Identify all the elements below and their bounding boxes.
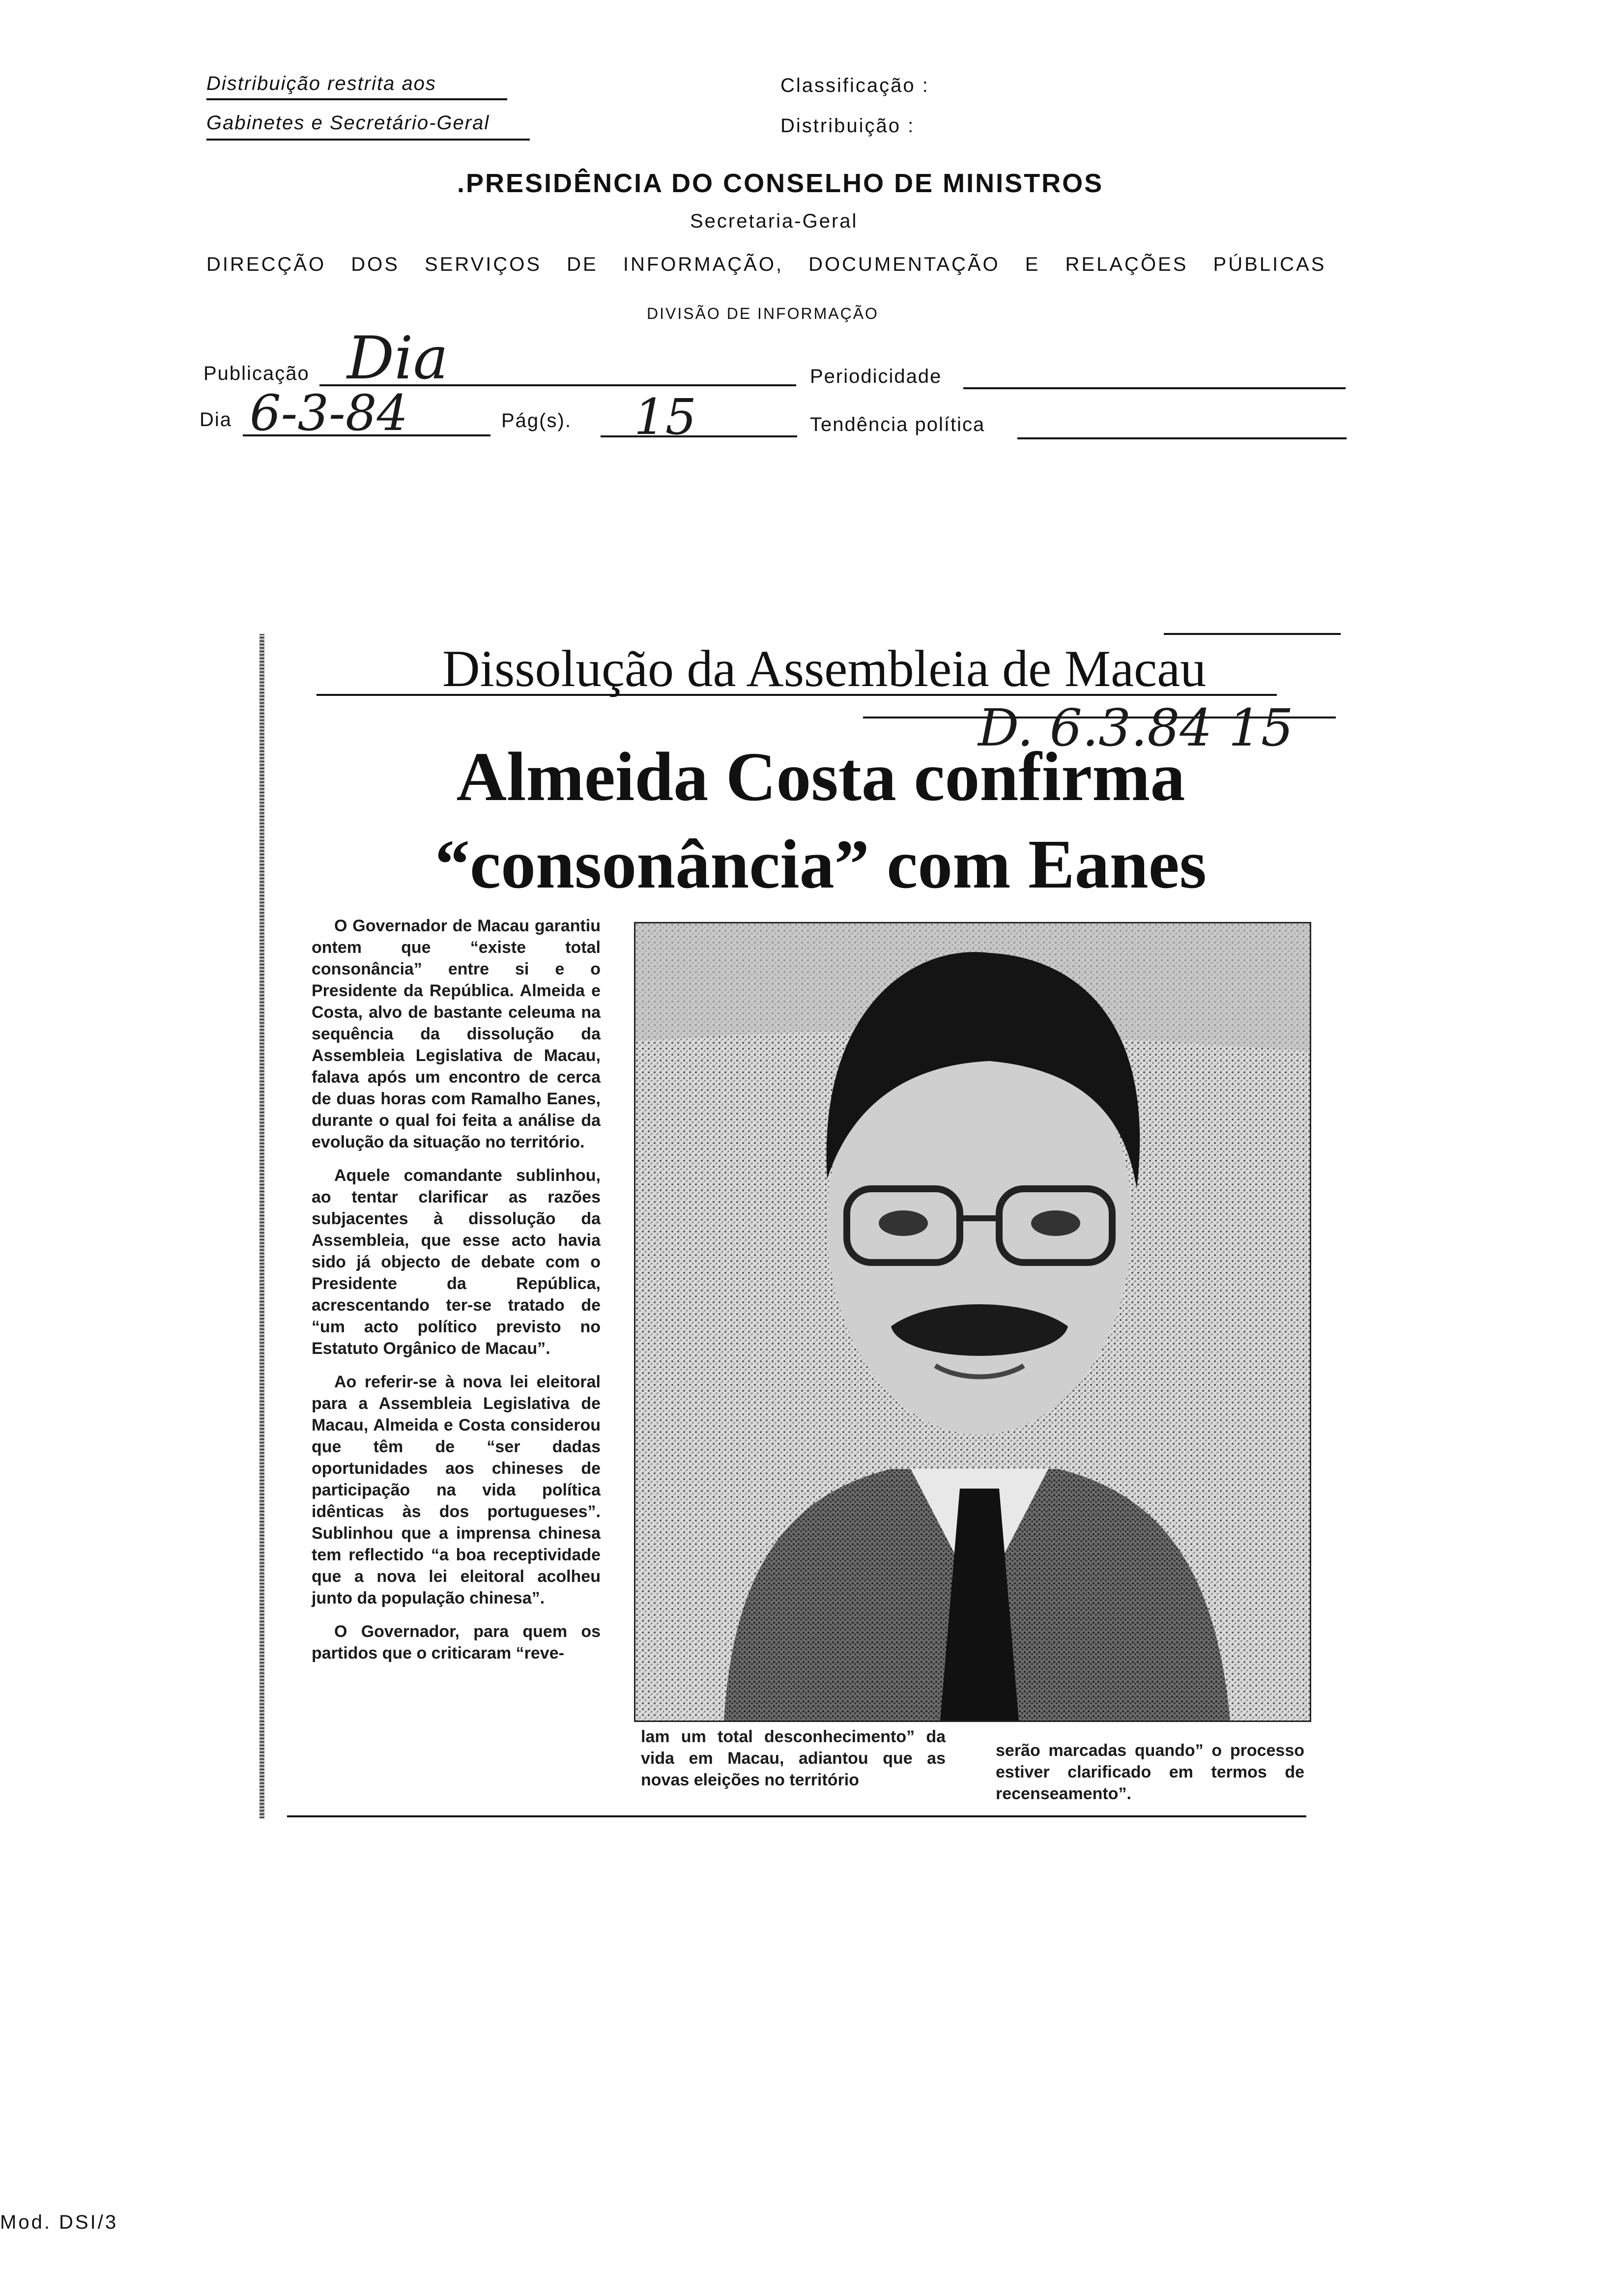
pags-handwritten-value: 15 [634,388,697,446]
header-underline-2 [206,139,530,141]
dia-label: Dia [200,409,232,430]
column-2-text: lam um total desconhecimento” da vida em Macau, adiantou que as novas eleições no território [641,1727,946,1789]
paragraph-4: O Governador, para quem os partidos que o criticaram “reve- [312,1622,601,1663]
paragraph-3: Ao referir-se à nova lei eleitoral para a Assembleia Legislativa de Macau, Almeida e Costa considerou que têm de “ser dadas oportunidades aos chineses de participação na vida política idênticas às dos portugueses”. Sublinhou que a imprensa chinesa tem reflectido “a boa receptividade que a nova lei eleitoral acolheu junto da população chinesa”. [312,1373,601,1607]
pags-field-line [601,435,797,437]
bottom-rule [287,1815,1306,1817]
publicacao-label: Publicação [203,363,310,384]
presidencia-title: .PRESIDÊNCIA DO CONSELHO DE MINISTROS [457,169,1104,198]
headline-line1: Almeida Costa confirma [456,738,1185,815]
publicacao-handwritten-value: Dia [347,324,449,393]
pags-label: Pág(s). [501,410,572,431]
article-photo [634,922,1311,1722]
classificacao-label: Classificação : [780,75,929,96]
paragraph-1: O Governador de Macau garantiu ontem que “existe total consonância” entre si e o Presidente da República. Almeida e Costa, alvo de bastante celeuma na sequência da dissolução da Assembleia Legislativa de Macau, falava após um encontro de cerca de duas horas com Ramalho Eanes, durante o qual foi feita a análise da evolução da situação no território. [312,917,601,1151]
secretaria-geral: Secretaria-Geral [690,210,858,232]
distribuicao-label: Distribuição : [780,115,915,137]
divisao-informacao: DIVISÃO DE INFORMAÇÃO [647,305,879,322]
handwritten-date-note: D. 6.3.84 15 [978,698,1294,758]
article-column-1 [312,915,601,1676]
dia-handwritten-value: 6-3-84 [250,384,408,442]
column-3-text: serão marcadas quando” o processo estiver clarificado em termos de recenseamento”. [996,1741,1304,1803]
article-column-2 [641,1726,946,1803]
headline-line2: “consonância” com Eanes [435,825,1207,903]
tendencia-field-line [1017,437,1347,439]
portrait-photo [635,923,1310,1721]
top-right-rule [1164,633,1341,635]
periodicidade-field-line [963,387,1346,389]
periodicidade-label: Periodicidade [810,366,942,387]
paragraph-2: Aquele comandante sublinhou, ao tentar clarificar as razões subjacentes à dissolução da Assembleia, que esse acto havia sido já objecto de debate com o Presidente da República, acrescentando ter-se tratado de “um acto político previsto no Estatuto Orgânico de Macau”. [312,1166,601,1358]
article-kicker: Dissolução da Assembleia de Macau [442,640,1207,697]
article-column-3 [996,1740,1304,1816]
direccao-servicos: DIRECÇÃO DOS SERVIÇOS DE INFORMAÇÃO, DOCUMENTAÇÃO E RELAÇÕES PÚBLICAS [206,254,1326,275]
kicker-rule [317,694,1277,696]
header-underline-1 [206,98,507,100]
tendencia-label: Tendência política [810,414,985,435]
restricted-distribution-line1: Distribuição restrita aos [206,73,436,94]
clipping-left-edge [259,634,264,1818]
form-code: Mod. DSI/3 [0,2211,118,2233]
restricted-distribution-line2: Gabinetes e Secretário-Geral [206,112,490,134]
